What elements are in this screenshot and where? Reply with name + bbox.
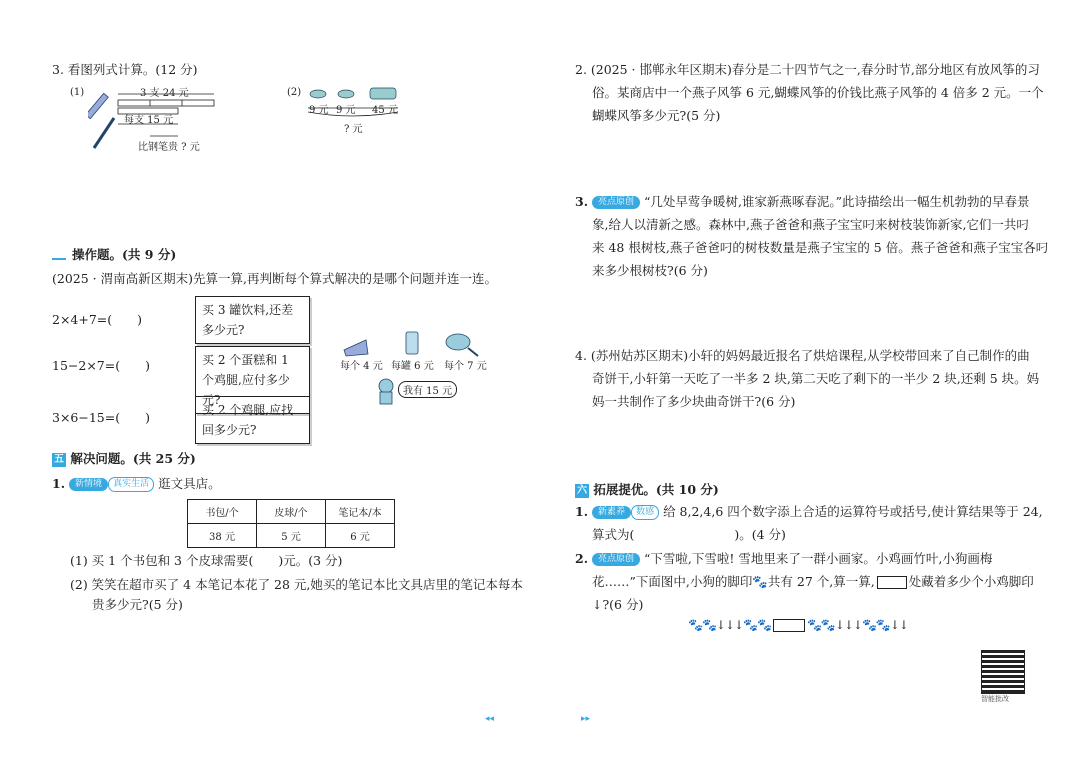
- q1-part2-line1: (2) 笑笑在超市买了 4 本笔记本花了 28 元,她买的笔记本比文具店里的笔记本每本: [70, 577, 523, 592]
- sec5-number: 五: [54, 453, 64, 465]
- drink-can-icon: [406, 332, 418, 354]
- fig1-bottom-label: 比钢笔贵 ? 元: [138, 142, 200, 153]
- sec6-q1-text: 给 8,2,4,6 四个数字添上合适的运算符号或括号,使计算结果等于 24,: [663, 504, 1043, 519]
- table-header: 笔记本/本: [326, 500, 395, 524]
- car-toy-icon: [370, 88, 396, 99]
- next-page-arrow[interactable]: ▸▸: [581, 714, 591, 724]
- qr-code[interactable]: [981, 650, 1025, 694]
- fig2-price1: 9 元: [309, 105, 329, 116]
- tag-new-context: 新情境: [69, 478, 108, 491]
- sec6-q1-line2: 算式为( )。(4 分): [592, 527, 786, 542]
- equation-3: 3×6−15=( ): [52, 410, 150, 425]
- q1-part1: (1) 买 1 个书包和 3 个皮球需要( )元。(3 分): [70, 553, 343, 568]
- fig1-mid-label: 每支 15 元: [124, 115, 174, 126]
- cake-price: 每个 4 元: [340, 361, 383, 372]
- sec6-q2-line3: ↓?(6 分): [592, 597, 644, 612]
- tag-original-2: 亮点原创: [592, 553, 640, 566]
- fig2-price3: 45 元: [372, 105, 398, 116]
- r-q2-line3: 蝴蝶风筝多少元?(5 分): [592, 108, 721, 123]
- tag-real-life: 真实生活: [108, 477, 154, 492]
- table-cell: 6 元: [326, 524, 395, 548]
- q3-sub2: (2): [287, 87, 302, 98]
- section-blank-number: [52, 258, 66, 260]
- prev-page-arrow[interactable]: ◂◂: [485, 714, 495, 724]
- sec6-q2-line2b: 处藏着多少个小鸡脚印: [908, 574, 1034, 589]
- fig2-price2: 9 元: [336, 105, 356, 116]
- drumstick-price: 每个 7 元: [444, 361, 487, 372]
- drumstick-icon: [446, 334, 478, 356]
- sec4-intro: (2025 · 渭南高新区期末)先算一算,再判断每个算式解决的是哪个问题并连一连。: [52, 271, 497, 286]
- sec5-title: 解决问题。(共 25 分): [70, 451, 196, 466]
- sec5-header: [52, 450, 196, 468]
- sec6-q2-text: “下雪啦,下雪啦! 雪地里来了一群小画家。小鸡画竹叶,小狗画梅: [644, 551, 993, 566]
- table-row: [188, 524, 395, 548]
- speech-bubble: 我有 15 元: [398, 381, 457, 398]
- table-cell: 5 元: [257, 524, 326, 548]
- sec6-q1-number: 1.: [575, 504, 589, 519]
- footprints-right: 🐾🐾↓↓↓🐾🐾↓↓: [806, 618, 908, 632]
- r-q4-line1: 4. (苏州姑苏区期末)小轩的妈妈最近报名了烘焙课程,从学校带回来了自己制作的曲: [575, 348, 1030, 363]
- pen-icon: [94, 118, 114, 148]
- sec6-header: [575, 481, 719, 499]
- tag-new-literacy: 新素养: [592, 506, 631, 519]
- sec6-q2-line2a: 花……”下面图中,小狗的脚印🐾共有 27 个,算一算,: [592, 574, 875, 589]
- r-q3-line4: 来多少根树枝?(6 分): [592, 263, 708, 278]
- problem-box-1[interactable]: 买 3 罐饮料,还差多少元?: [195, 296, 310, 344]
- sec6-title: 拓展提优。(共 10 分): [593, 482, 719, 497]
- footprints-row: [688, 616, 908, 634]
- sec6-q2-line2: [592, 573, 1034, 591]
- drink-price: 每罐 6 元: [391, 361, 434, 372]
- r-q4-line2: 奇饼干,小轩第一天吃了一半多 2 块,第二天吃了剩下的一半少 2 块,还剩 5 块。妈: [592, 371, 1040, 386]
- table-header: 书包/个: [188, 500, 257, 524]
- q3-sub1: (1): [70, 87, 85, 98]
- plane-toy-icon: [310, 90, 326, 98]
- r-q4-line3: 妈一共制作了多少块曲奇饼干?(6 分): [592, 394, 796, 409]
- pencil-icon: [88, 93, 108, 118]
- q1-text: 逛文具店。: [158, 476, 221, 491]
- table-header: 皮球/个: [257, 500, 326, 524]
- q1-part2-line2: 贵多少元?(5 分): [92, 597, 183, 612]
- table-cell: 38 元: [188, 524, 257, 548]
- footprints-left: 🐾🐾↓↓↓🐾🐾: [688, 618, 771, 632]
- equation-2: 15−2×7=( ): [52, 358, 150, 373]
- q3-title: 3. 看图列式计算。(12 分): [52, 62, 198, 77]
- r-q3-number: 3.: [575, 194, 589, 209]
- sec6-q2-line1: [575, 550, 992, 568]
- footprints-hidden-box: [773, 619, 805, 632]
- tag-number-sense: 数感: [631, 505, 659, 520]
- r-q2-line2: 俗。某商店中一个燕子风筝 6 元,蝴蝶风筝的价钱比燕子风筝的 4 倍多 2 元。一个: [592, 85, 1044, 100]
- sec5-q1: [52, 475, 221, 493]
- qr-caption: 智能批改: [981, 695, 1009, 703]
- sec4-title: 操作题。(共 9 分): [72, 247, 177, 262]
- child-icon: [379, 379, 393, 404]
- table-row: [188, 500, 395, 524]
- r-q3-text1: “几处早莺争暖树,谁家新燕啄春泥。”此诗描绘出一幅生机勃勃的早春景: [644, 194, 1030, 209]
- q1-number: 1.: [52, 476, 66, 491]
- r-q2-line1: 2. (2025 · 邯郸永年区期末)春分是二十四节气之一,春分时节,部分地区有放风筝的习: [575, 62, 1040, 77]
- plane-toy-icon: [338, 90, 354, 98]
- sec6-number: 六: [577, 484, 587, 496]
- sec6-q1-line1: [575, 503, 1043, 521]
- price-table: [187, 499, 395, 548]
- equation-1: 2×4+7=( ): [52, 312, 143, 327]
- fig1-top-label: 3 支 24 元: [140, 88, 189, 99]
- r-q3-line3: 来 48 根树枝,燕子爸爸叼的树枝数量是燕子宝宝的 5 倍。燕子爸爸和燕子宝宝各叼: [592, 240, 1049, 255]
- r-q3-line2: 象,给人以清新之感。森林中,燕子爸爸和燕子宝宝叼来树枝装饰新家,它们一共叼: [592, 217, 1029, 232]
- problem-box-2[interactable]: 买 2 个蛋糕和 1 个鸡腿,应付多少元?: [195, 346, 310, 414]
- problem-box-3[interactable]: 买 2 个鸡腿,应找回多少元?: [195, 396, 310, 444]
- r-q3-line1: [575, 193, 1030, 211]
- hidden-box: [877, 576, 907, 589]
- cake-icon: [344, 340, 368, 356]
- sec6-q2-number: 2.: [575, 551, 589, 566]
- tag-original: 亮点原创: [592, 196, 640, 209]
- fig2-total: ? 元: [344, 124, 363, 135]
